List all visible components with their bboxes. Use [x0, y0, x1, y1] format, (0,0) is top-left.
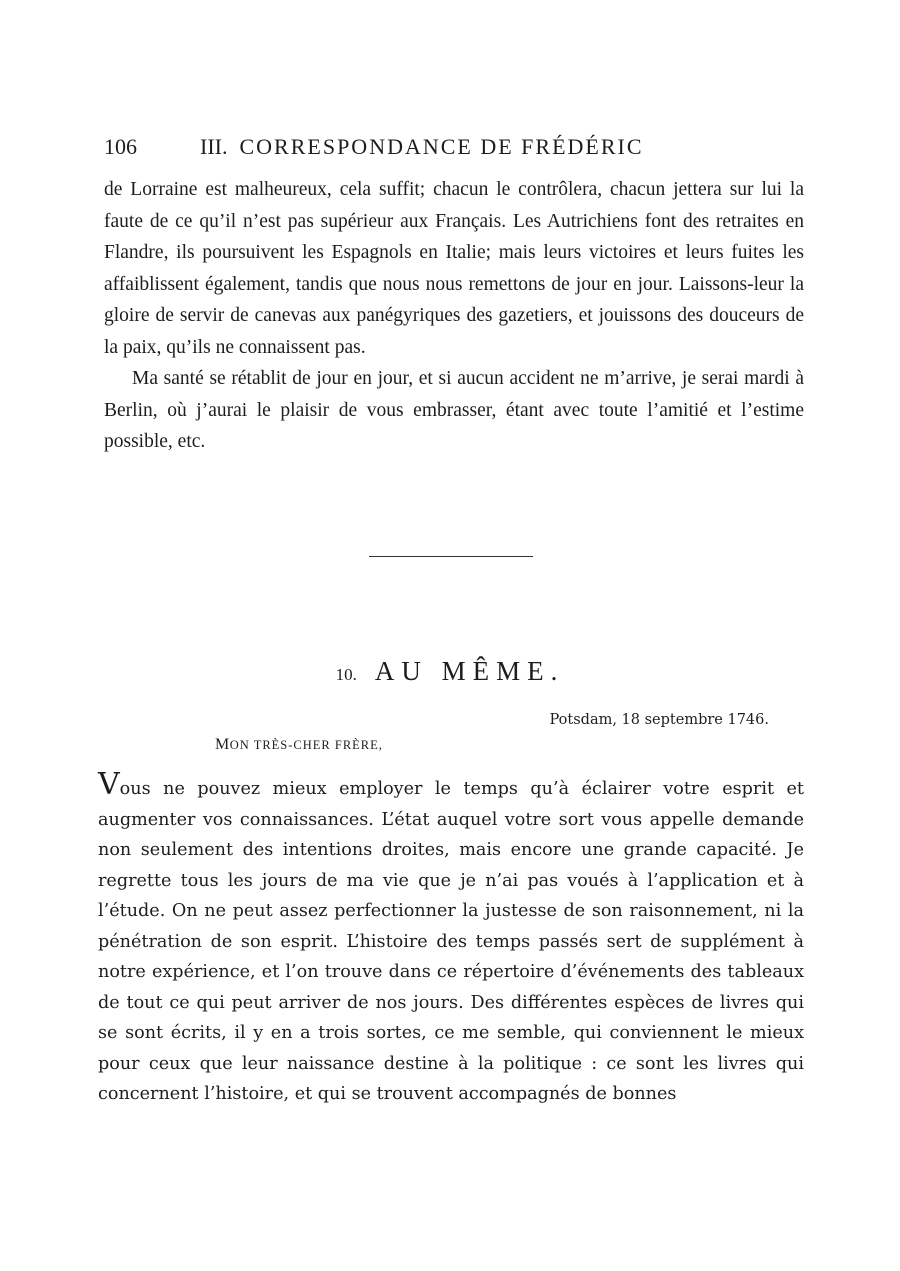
running-title: CORRESPONDANCE DE FRÉDÉRIC — [239, 134, 644, 159]
paragraph-text: ous ne pouvez mieux employer le temps qu’à éclairer votre esprit et augmenter vos connaissances. L’état auquel votre sort vous appelle demande non seulement des intentions droites, mais encore une grande capacité. Je regrette tous les jours de ma vie que je n’ai pas voués à l’application et à l’étude. On ne peut assez perfectionner la justesse de son raisonnement, ni la pénétration de son esprit. L’histoire des temps passés sert de supplément à notre expérience, et l’on trouve dans ce répertoire d’événements des tableaux de tout ce qui peut arriver de nos jours. Des différentes espèces de livres qui se sont écrits, il y en a trois sortes, ce me semble, qui conviennent le mieux pour ceux que leur naissance destine à la politique : ce sont les livres qui concernent l’histoire, et qui se trouvent accompagnés de bonnes — [98, 779, 804, 1104]
letter-body — [98, 767, 804, 1110]
letter-heading — [0, 656, 900, 687]
salutation-text: ON TRÈS-CHER FRÈRE, — [229, 738, 383, 752]
page-number: 106 — [104, 134, 137, 159]
section-number: III. — [200, 134, 228, 159]
continued-letter-text — [104, 174, 804, 458]
paragraph: Ma santé se rétablit de jour en jour, et si aucun accident ne m’arrive, je serai mardi à Berlin, où j’aurai le plaisir de vous embrasser, étant avec toute l’amitié et l’estime possible, etc. — [104, 368, 804, 452]
letter-title: AU MÊME. — [374, 656, 565, 686]
salutation-initial: M — [215, 736, 230, 753]
paragraph: de Lorraine est malheureux, cela suffit; chacun le contrôlera, chacun jettera sur lui la faute de ce qu’il n’est pas supérieur aux Français. Les Autrichiens font des retraites en Flandre, ils poursuivent les Espagnols en Italie; mais leurs victoires et leurs fuites les affaiblissent également, tandis que nous nous remettons de jour en jour. Laissons-leur la gloire de servir de canevas aux panégyriques des gazetiers, et jouissons des douceurs de la paix, qu’ils ne connaissent pas. — [104, 179, 804, 358]
drop-cap: V — [98, 767, 120, 802]
running-header — [104, 134, 804, 160]
paragraph — [98, 767, 804, 1110]
letter-number: 10. — [335, 665, 357, 684]
dateline: Potsdam, 18 septembre 1746. — [549, 712, 769, 728]
section-divider — [369, 556, 533, 557]
salutation — [215, 736, 383, 754]
